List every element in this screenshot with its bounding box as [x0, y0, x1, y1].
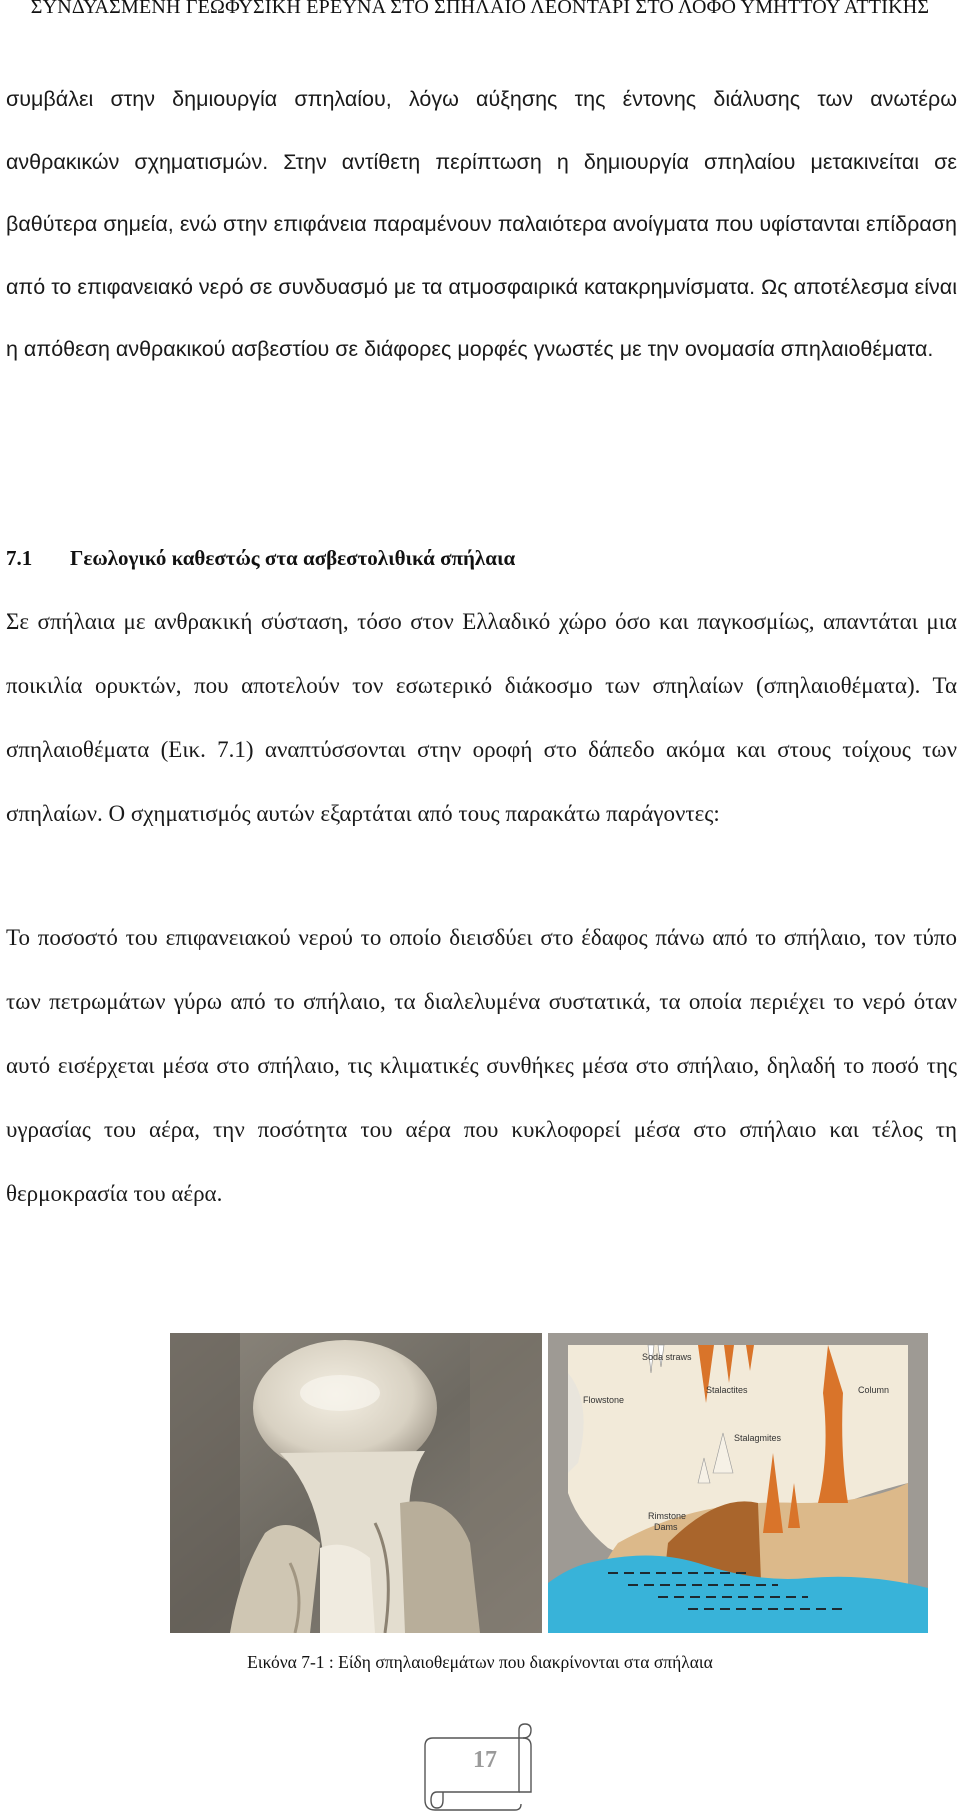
section-heading — [6, 546, 515, 571]
section-title: Γεωλογικό καθεστώς στα ασβεστολιθικά σπήλαια — [70, 546, 516, 570]
running-header: ΣΥΝΔΥΑΣΜΕΝΗ ΓΕΩΦΥΣΙΚΗ ΕΡΕΥΝΑ ΣΤΟ ΣΠΗΛΑΙΟ ΛΕΟΝΤΑΡΙ ΣΤΟ ΛΟΦΟ ΥΜΗΤΤΟΥ ΑΤΤΙΚΗΣ — [30, 0, 930, 18]
figure-caption: Εικόνα 7-1 : Είδη σπηλαιοθεμάτων που διακρίνονται στα σπήλαια — [247, 1652, 713, 1672]
figure-speleothems — [170, 1333, 928, 1633]
paragraph-factors: Το ποσοστό του επιφανειακού νερού το οποίο διεισδύει στο έδαφος πάνω από το σπήλαιο, τον τύπο των πετρωμάτων γύρω από το σπήλαιο, τα διαλελυμένα συστατικά, τα οποία περιέχει το νερό όταν αυτό εισέρχεται μέσα στο σπήλαιο, τις κλιματικές συνθήκες μέσα στο σπήλαιο, δηλαδή το ποσό της υγρασίας του αέρα, την ποσότητα του αέρα που κυκλοφορεί μέσα στο σπήλαιο και τέλος τη θερμοκρασία του αέρα. — [6, 925, 957, 1206]
label-rimstone: Rimstone — [648, 1511, 687, 1521]
speleothem-diagram — [548, 1333, 928, 1633]
label-stalagmites: Stalagmites — [734, 1433, 782, 1443]
page-number: 17 — [473, 1747, 497, 1773]
paragraph-speleothems: Σε σπήλαια με ανθρακική σύσταση, τόσο στον Ελλαδικό χώρο όσο και παγκοσμίως, απαντάται μια ποικιλία ορυκτών, που αποτελούν τον εσωτερικό διάκοσμο των σπηλαίων (σπηλαιοθέματα). Τα σπηλαιοθέματα (Εικ. 7.1) αναπτύσσονται στην οροφή στο δάπεδο ακόμα και στους τοίχους των σπηλαίων. Ο σχηματισμός αυτών εξαρτάται από τους παρακάτω παράγοντες: — [6, 609, 957, 826]
label-dams: Dams — [654, 1522, 678, 1532]
paragraph-intro: συμβάλει στην δημιουργία σπηλαίου, λόγω αύξησης της έντονης διάλυσης των ανωτέρω ανθρακικών σχηματισμών. Στην αντίθετη περίπτωση η δημιουργία σπηλαίου μετακινείται σε βαθύτερα σημεία, ενώ στην επιφάνεια παραμένουν παλαιότερα ανοίγματα που υφίστανται επίδραση από το επιφανειακό νερό σε συνδυασμό με τα ατμοσφαιρικά κατακρημνίσματα. Ως αποτέλεσμα είναι η απόθεση ανθρακικού ασβεστίου σε διάφορες μορφές γνωστές με την ονομασία σπηλαιοθέματα. — [6, 87, 957, 361]
label-flowstone: Flowstone — [583, 1395, 625, 1405]
label-column: Column — [858, 1385, 890, 1395]
label-soda-straws: Soda straws — [642, 1352, 692, 1362]
cave-photo — [170, 1333, 542, 1633]
label-stalactites: Stalactites — [706, 1385, 748, 1395]
section-number: 7.1 — [6, 546, 33, 570]
